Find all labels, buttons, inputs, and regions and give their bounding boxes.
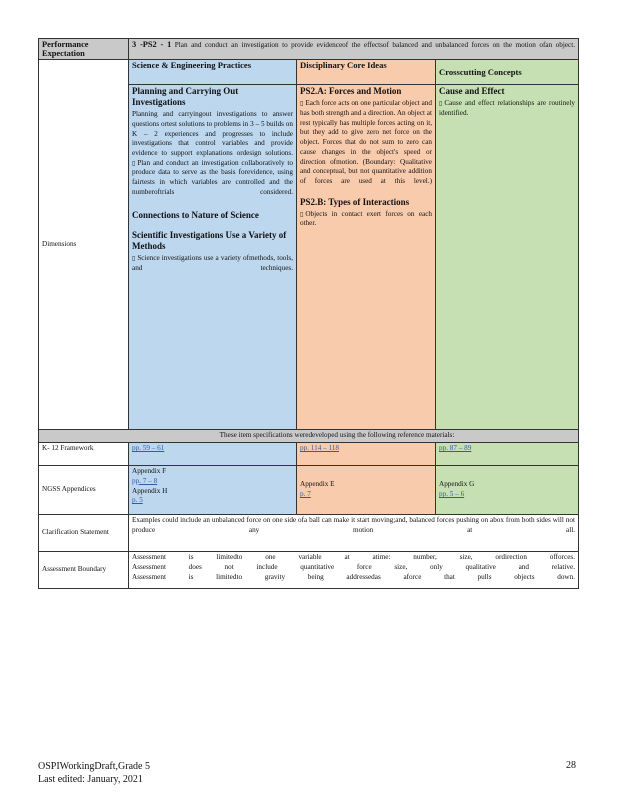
- bullet-icon: ▯: [439, 100, 443, 108]
- framework-sep-cell: [129, 443, 297, 466]
- clarification-text-cell: [129, 515, 579, 552]
- ccc-header: Crosscutting Concepts: [439, 66, 522, 77]
- sep-heading-nature-of-science: Connections to Nature of Science: [132, 209, 259, 220]
- reference-note-row: [39, 430, 579, 443]
- ccc-heading-cause-effect: Cause and Effect: [439, 86, 505, 97]
- bullet-icon: ▯: [132, 254, 136, 262]
- framework-ccc-cell: [436, 443, 579, 466]
- sep-bullet-plan: [132, 159, 293, 198]
- dci-heading-forces-motion: PS2.A: Forces and Motion: [300, 86, 402, 97]
- dci-bullet-contact: [300, 210, 432, 229]
- ngss-dci-appendix-pages[interactable]: p. 7: [300, 490, 311, 499]
- framework-dci-pages[interactable]: pp. 114 – 118: [300, 444, 339, 453]
- dci-heading-interactions: PS2.B: Types of Interactions: [300, 196, 410, 207]
- sep-bullet-plan-text: Plan and conduct an investigation collaboratively to produce data to serve as the basis forevidence, using fairtests in which variables are controlled and the numberoftrials considered.: [132, 158, 293, 196]
- ngss-sep-cell: [129, 466, 297, 515]
- footer-draft-label: OSPIWorkingDraft,Grade 5: [38, 761, 150, 772]
- ccc-header-cell: [436, 60, 579, 85]
- assessment-label: Assessment Boundary: [42, 565, 107, 574]
- ngss-sep-appendix-f: Appendix F: [132, 467, 167, 476]
- clarification-label-cell: [39, 515, 129, 552]
- reference-note-cell: [39, 430, 579, 443]
- bullet-icon: ▯: [132, 159, 136, 167]
- ccc-bullet-cause: [439, 99, 575, 118]
- dci-bullet-forces: [300, 99, 432, 186]
- sep-bullet-methods-text: Science investigations use a variety ofmethods, tools, and techniques.: [132, 253, 293, 272]
- footer-last-edited: Last edited: January, 2021: [38, 774, 143, 785]
- bullet-icon: ▯: [300, 210, 304, 218]
- sep-header: Science & Engineering Practices: [132, 60, 252, 71]
- sep-heading-planning: Planning and Carrying Out Investigations: [132, 86, 239, 108]
- assessment-text-cell: [129, 552, 579, 589]
- reference-note: These item specifications weredeveloped using the following reference materials:: [219, 431, 455, 440]
- dimension-header-row: [39, 60, 579, 85]
- ngss-dci-cell: [297, 466, 436, 515]
- assessment-line-1: Assessment is limitedto one variable at atime: number, size, ordirection offorces.: [132, 553, 576, 562]
- framework-label: K- 12 Framework: [42, 444, 94, 453]
- page-number: 28: [566, 760, 576, 771]
- dci-bullet-forces-text: Each force acts on one particular object and has both strength and a direction. An object at rest typically has multiple forces acting on it, but they add to give zero net force on the object. Forces that do not sum to zero can cause changes in the object's speed or direction ofmotion. (Boundary: Qualitative and conceptual, but not quantitative addition of forces are used at this level.): [300, 99, 432, 186]
- sep-header-cell: [129, 60, 297, 85]
- clarification-text: Examples could include an unbalanced force on one side ofa ball can make it start moving;and, balanced forces pushing on abox from both sides will not produce any motion at all.: [132, 516, 576, 534]
- ngss-label: NGSS Appendices: [42, 485, 96, 494]
- assessment-line-3: Assessment is limitedto gravity being addressedas aforce that pulls objects down.: [132, 572, 576, 581]
- ngss-sep-appendix-f-pages[interactable]: pp. 7 – 8: [132, 476, 158, 485]
- assessment-line-2: Assessment does not include quantitative force size, only qualitative and relative.: [132, 562, 576, 571]
- dimensions-label: Dimensions: [42, 240, 77, 249]
- framework-row: [39, 443, 579, 466]
- framework-dci-cell: [297, 443, 436, 466]
- dci-content-cell: [297, 85, 436, 430]
- pe-code: 3 -PS2 - 1: [132, 40, 172, 49]
- ccc-content-cell: [436, 85, 579, 430]
- assessment-label-cell: [39, 552, 129, 589]
- clarification-row: [39, 515, 579, 552]
- dci-bullet-contact-text: Objects in contact exert forces on each other.: [300, 209, 432, 228]
- ngss-label-cell: [39, 466, 129, 515]
- ccc-bullet-cause-text: Cause and effect relationships are routinely identified.: [439, 99, 576, 117]
- ngss-ccc-cell: [436, 466, 579, 515]
- ngss-row: [39, 466, 579, 515]
- specification-table: [38, 38, 579, 589]
- ngss-ccc-appendix: Appendix G: [439, 480, 475, 489]
- ngss-dci-appendix: Appendix E: [300, 480, 335, 489]
- ngss-sep-appendix-h: Appendix H: [132, 486, 168, 495]
- dci-header: Disciplinary Core Ideas: [300, 60, 387, 71]
- pe-label: Performance Expectation: [42, 40, 89, 59]
- page-footer: [38, 760, 150, 786]
- sep-paragraph: Planning and carryingout investigations to answer questions ortest solutions to problems in 3 – 5 builds on K – 2 experiences and progresses to include investigations that control variables and provide evidence to support explanations ordesign solutions.: [132, 110, 293, 157]
- sep-heading-scientific-investigations: Scientific Investigations Use a Variety of Methods: [132, 230, 287, 252]
- pe-text: Plan and conduct an investigation to provide evidenceof the effectsof balanced and unbalanced forces on the motion ofan object.: [174, 41, 576, 49]
- assessment-row: [39, 552, 579, 589]
- pe-row: [39, 39, 579, 60]
- framework-sep-pages[interactable]: pp. 59 – 61: [132, 444, 165, 453]
- bullet-icon: ▯: [300, 100, 304, 108]
- dimensions-label-cell: [39, 60, 129, 430]
- pe-text-cell: [129, 39, 579, 60]
- ngss-ccc-appendix-pages[interactable]: pp. 5 – 6: [439, 490, 465, 499]
- sep-content-cell: [129, 85, 297, 430]
- pe-label-cell: [39, 39, 129, 60]
- ngss-sep-appendix-h-pages[interactable]: p. 5: [132, 496, 143, 505]
- framework-label-cell: [39, 443, 129, 466]
- clarification-label: Clarification Statement: [42, 528, 109, 537]
- sep-bullet-methods: [132, 254, 293, 273]
- framework-ccc-pages[interactable]: pp. 87 – 89: [439, 444, 472, 453]
- dci-header-cell: [297, 60, 436, 85]
